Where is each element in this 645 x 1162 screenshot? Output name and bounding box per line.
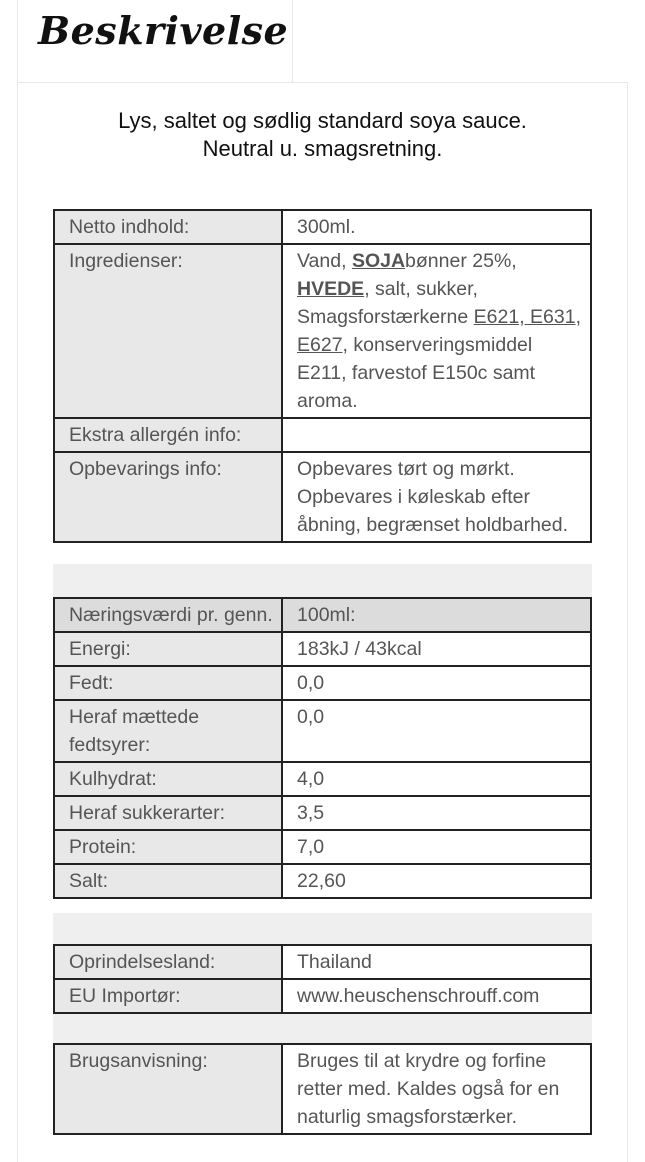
nutrition-label: Heraf mættede fedtsyrer:	[54, 700, 282, 762]
table-row	[54, 666, 591, 700]
nutrition-label: Kulhydrat:	[54, 762, 282, 796]
table-row	[54, 864, 591, 898]
nutrition-label: Heraf sukkerarter:	[54, 796, 282, 830]
ingredients-label: Ingredienser:	[54, 244, 282, 418]
nutrition-value: 3,5	[282, 796, 591, 830]
importer-label: EU Importør:	[54, 979, 282, 1013]
e-numbers-link[interactable]: E621, E631, E627	[297, 306, 581, 356]
nutrition-header-value: 100ml:	[282, 598, 591, 632]
allergen-label: Ekstra allergén info:	[54, 418, 282, 452]
table-row	[54, 830, 591, 864]
allergen-hvede: HVEDE	[297, 278, 365, 300]
nutrition-label: Protein:	[54, 830, 282, 864]
ingredients-text: Vand,	[297, 250, 352, 272]
table-spacer	[53, 1010, 592, 1043]
product-info-table	[53, 209, 592, 543]
nutrition-label: Fedt:	[54, 666, 282, 700]
table-row	[54, 700, 591, 762]
usage-label: Brugsanvisning:	[54, 1044, 282, 1134]
table-row	[54, 796, 591, 830]
country-label: Oprindelsesland:	[54, 945, 282, 979]
country-value: Thailand	[282, 945, 591, 979]
table-row	[54, 244, 591, 418]
table-spacer	[53, 564, 592, 597]
intro-line-2: Neutral u. smagsretning.	[202, 136, 443, 161]
table-row	[54, 418, 591, 452]
nutrition-value: 7,0	[282, 830, 591, 864]
table-row	[54, 632, 591, 666]
netto-value: 300ml.	[282, 210, 591, 244]
ingredients-text: bønner 25%,	[405, 250, 517, 272]
table-row	[54, 1044, 591, 1134]
table-row	[54, 945, 591, 979]
nutrition-header-label: Næringsværdi pr. genn.	[54, 598, 282, 632]
intro-line-1: Lys, saltet og sødlig standard soya sauce.	[118, 108, 527, 133]
nutrition-value: 0,0	[282, 666, 591, 700]
origin-table	[53, 944, 592, 1014]
importer-value: www.heuschenschrouff.com	[282, 979, 591, 1013]
table-row	[54, 452, 591, 542]
ingredients-text: , salt, sukker, Smagsforstærkerne	[297, 278, 478, 328]
netto-label: Netto indhold:	[54, 210, 282, 244]
table-row	[54, 762, 591, 796]
nutrition-label: Salt:	[54, 864, 282, 898]
allergen-value	[282, 418, 591, 452]
storage-label: Opbevarings info:	[54, 452, 282, 542]
nutrition-value: 4,0	[282, 762, 591, 796]
tab-title: Beskrivelse	[38, 8, 289, 53]
nutrition-value: 0,0	[282, 700, 591, 762]
table-row	[54, 598, 591, 632]
storage-value: Opbevares tørt og mørkt. Opbevares i køleskab efter åbning, begrænset holdbarhed.	[282, 452, 591, 542]
ingredients-value	[282, 244, 591, 418]
tab-beskrivelse[interactable]	[17, 0, 293, 82]
nutrition-value: 22,60	[282, 864, 591, 898]
usage-table	[53, 1043, 592, 1135]
table-row	[54, 210, 591, 244]
nutrition-value: 183kJ / 43kcal	[282, 632, 591, 666]
table-row	[54, 979, 591, 1013]
nutrition-label: Energi:	[54, 632, 282, 666]
allergen-soja: SOJA	[351, 250, 406, 272]
table-spacer	[53, 913, 592, 944]
usage-value: Bruges til at krydre og forfine retter med. Kaldes også for en naturlig smagsforstærker.	[282, 1044, 591, 1134]
ingredients-text: , konserveringsmiddel E211, farvestof E150c samt aroma.	[297, 334, 536, 412]
nutrition-table	[53, 597, 592, 899]
